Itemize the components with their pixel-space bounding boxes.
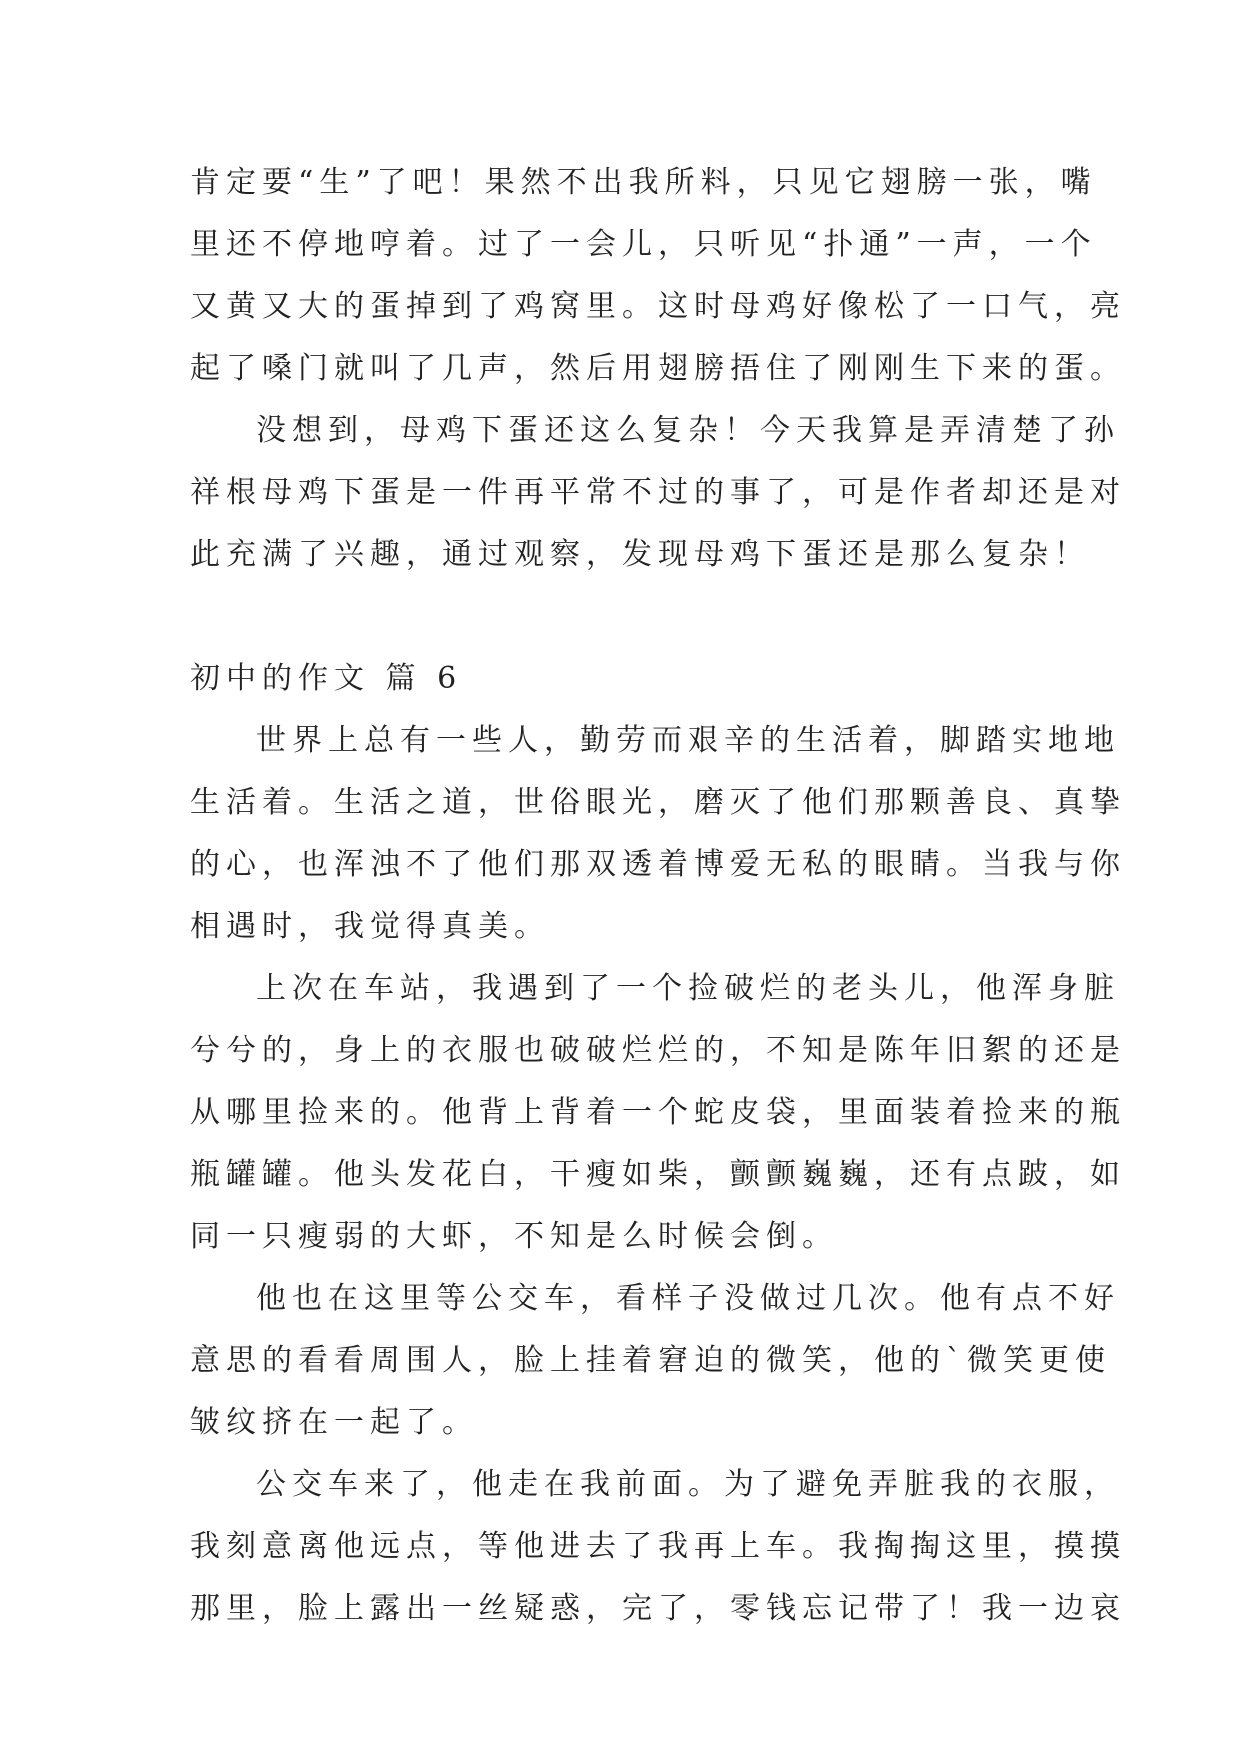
text-line: 生活着。生活之道，世俗眼光，磨灭了他们那颗善良、真挚: [190, 785, 1126, 820]
text-line: 祥根母鸡下蛋是一件再平常不过的事了，可是作者却还是对: [190, 475, 1126, 510]
text-line: 的心，也浑浊不了他们那双透着博爱无私的眼睛。当我与你: [190, 847, 1126, 882]
text-line: 意思的看看周围人，脸上挂着窘迫的微笑，他的`微笑更使: [190, 1343, 1111, 1378]
text-line: 上次在车站，我遇到了一个捡破烂的老头儿，他浑身脏: [256, 971, 1120, 1006]
document-body: [190, 152, 1126, 1640]
text-line: 又黄又大的蛋掉到了鸡窝里。这时母鸡好像松了一口气，亮: [190, 289, 1126, 324]
text-line: 瓶罐罐。他头发花白，干瘦如柴，颤颤巍巍，还有点跛，如: [190, 1157, 1126, 1192]
text-line: 肯定要“生”了吧！果然不出我所料，只见它翅膀一张，嘴: [190, 165, 1097, 200]
text-line: 我刻意离他远点，等他进去了我再上车。我掏掏这里，摸摸: [190, 1529, 1126, 1564]
text-line: 公交车来了，他走在我前面。为了避免弄脏我的衣服，: [256, 1467, 1120, 1502]
paragraph-2: [190, 400, 1126, 586]
text-line: 同一只瘦弱的大虾，不知是么时候会倒。: [190, 1219, 838, 1254]
text-line: 里还不停地哼着。过了一会儿，只听见“扑通”一声，一个: [190, 227, 1097, 262]
section-spacer: [190, 586, 1070, 648]
paragraph-6: [190, 1454, 1126, 1640]
text-line: 没想到，母鸡下蛋还这么复杂！今天我算是弄清楚了孙: [256, 413, 1120, 448]
paragraph-4: [190, 958, 1126, 1268]
text-line: 此充满了兴趣，通过观察，发现母鸡下蛋还是那么复杂！: [190, 537, 1090, 572]
text-line: 从哪里捡来的。他背上背着一个蛇皮袋，里面装着捡来的瓶: [190, 1095, 1126, 1130]
paragraph-1: [190, 152, 1126, 400]
section-title: 初中的作文 篇 6: [190, 661, 463, 696]
text-line: 那里，脸上露出一丝疑惑，完了，零钱忘记带了！我一边哀: [190, 1591, 1126, 1626]
text-line: 相遇时，我觉得真美。: [190, 909, 550, 944]
text-line: 皱纹挤在一起了。: [190, 1405, 478, 1440]
text-line: 他也在这里等公交车，看样子没做过几次。他有点不好: [256, 1281, 1120, 1316]
paragraph-3: [190, 710, 1126, 958]
text-line: 起了嗓门就叫了几声，然后用翅膀捂住了刚刚生下来的蛋。: [190, 351, 1126, 386]
paragraph-5: [190, 1268, 1120, 1454]
text-line: 世界上总有一些人，勤劳而艰辛的生活着，脚踏实地地: [256, 723, 1120, 758]
text-line: 兮兮的，身上的衣服也破破烂烂的，不知是陈年旧絮的还是: [190, 1033, 1126, 1068]
